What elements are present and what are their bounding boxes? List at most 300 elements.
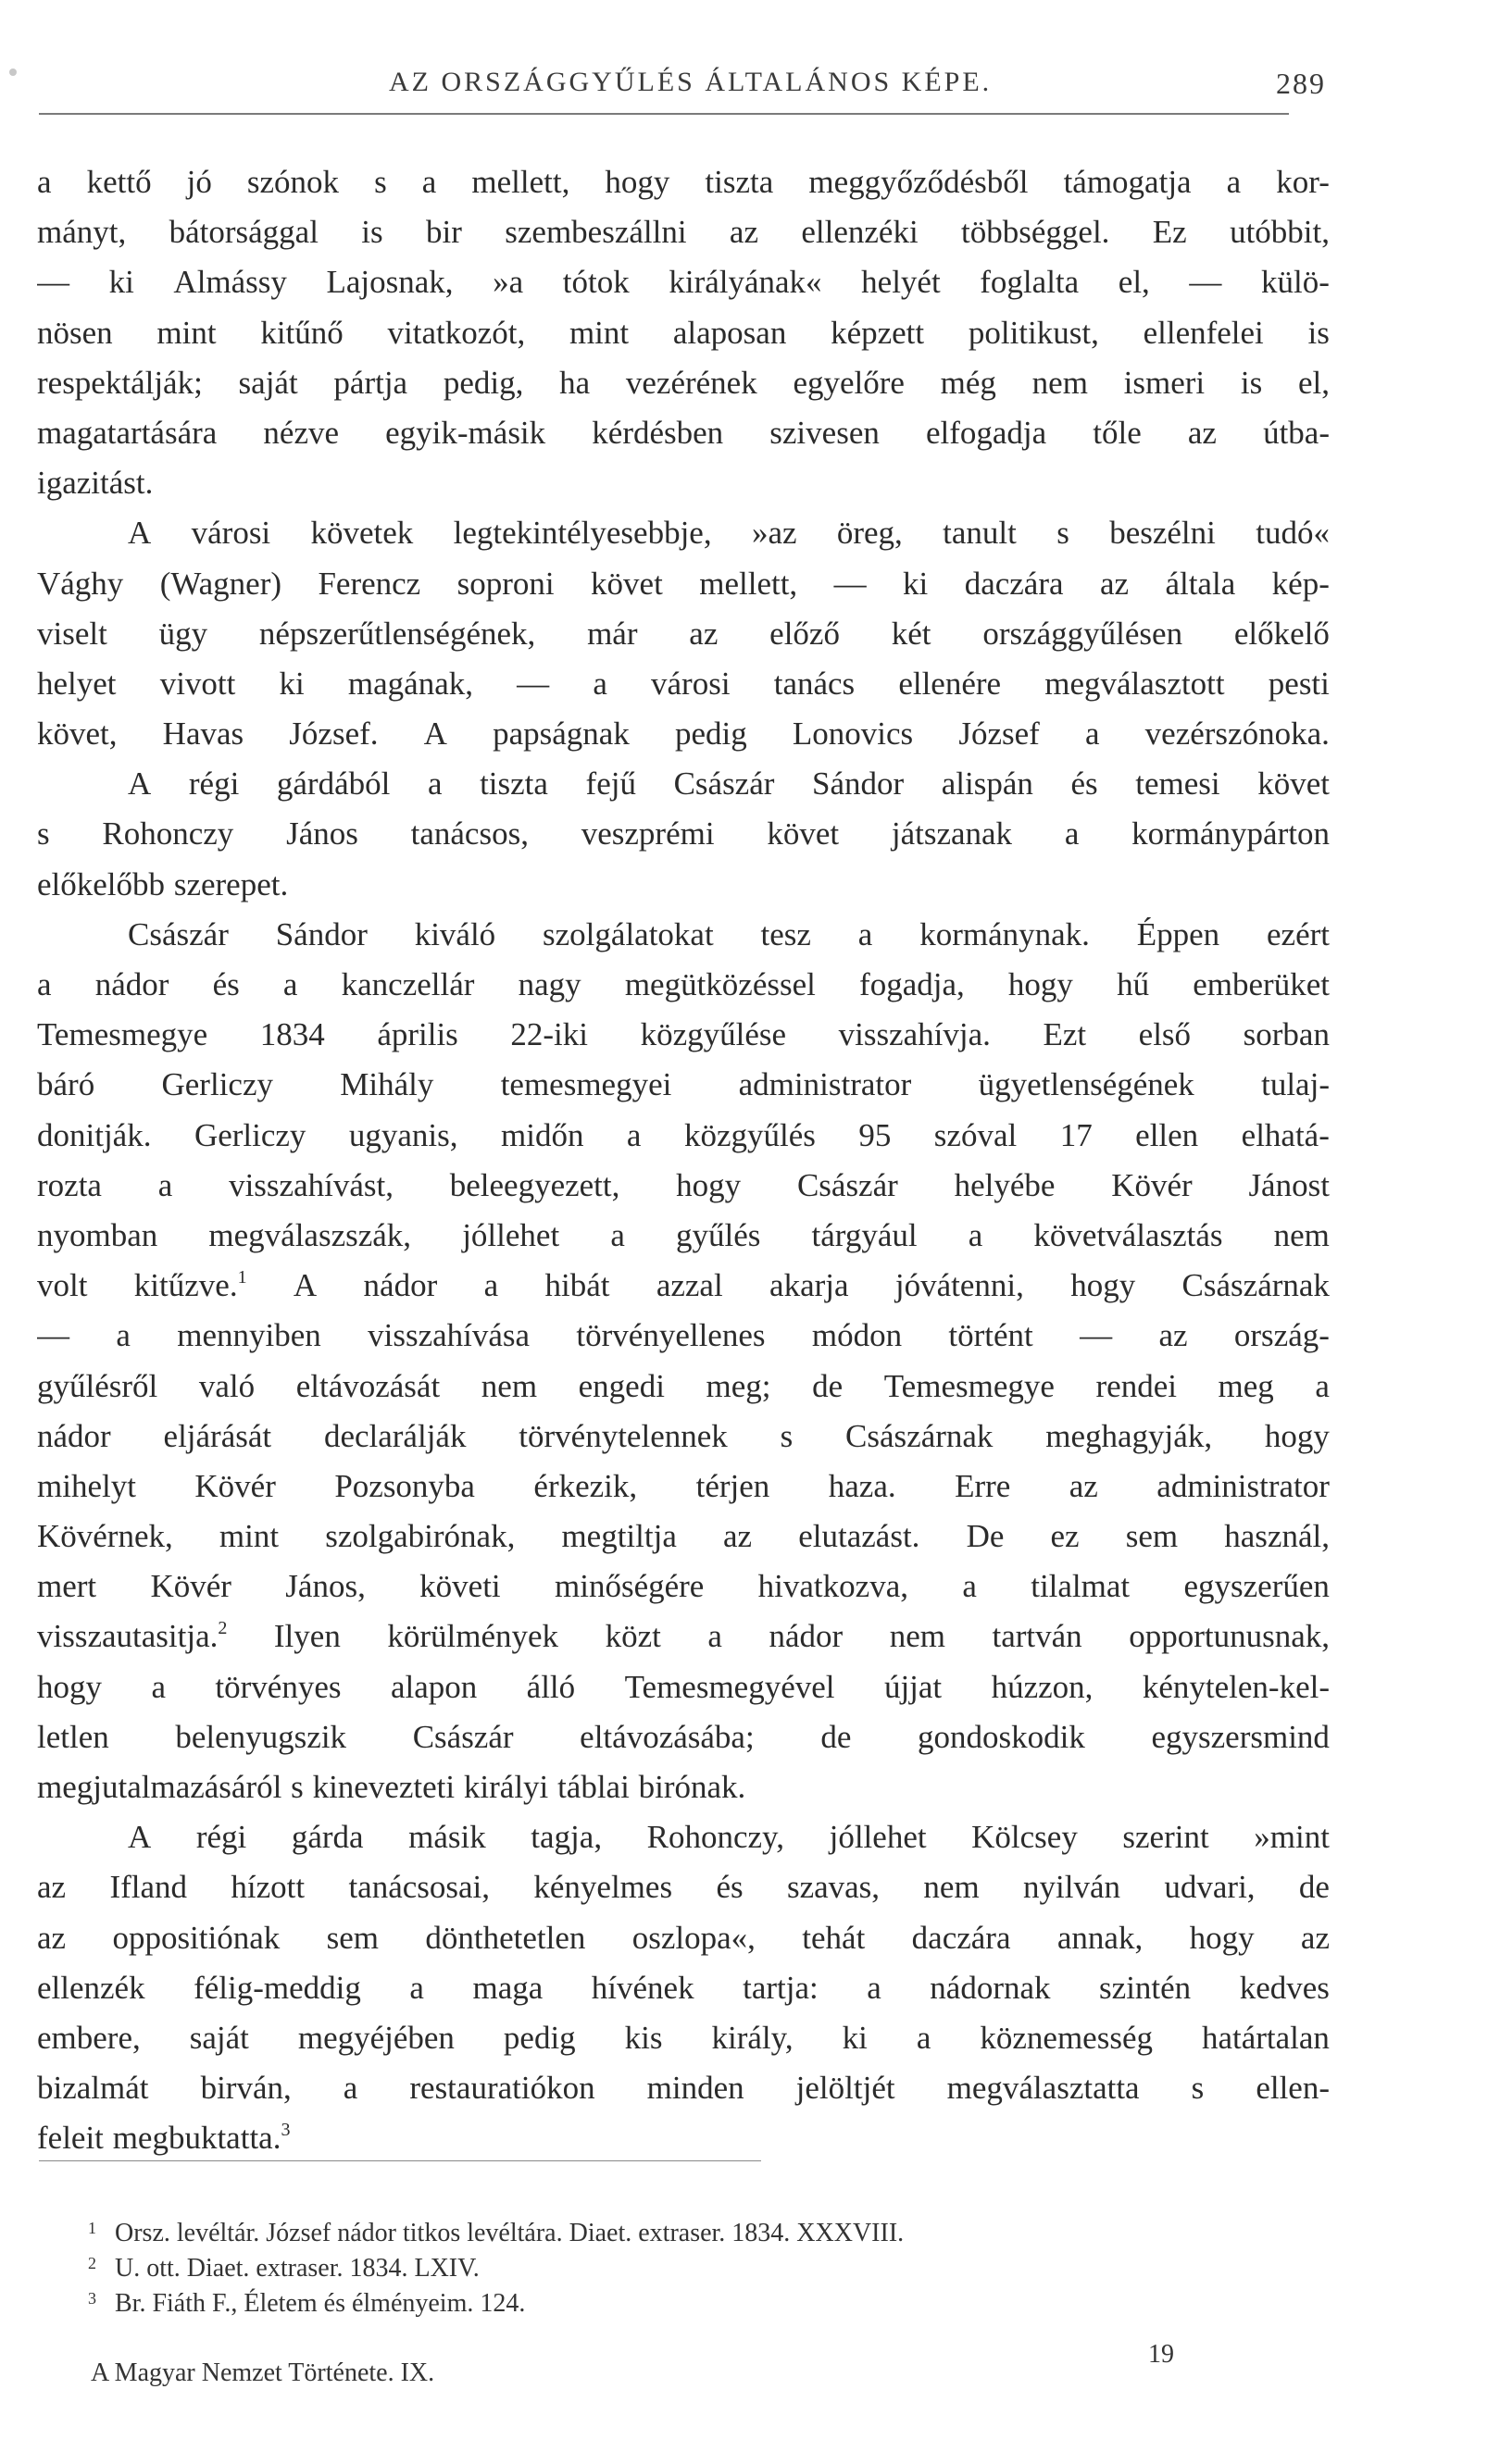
word: a (37, 966, 52, 1002)
word: tárgyául (811, 1216, 918, 1253)
word: Ifland (109, 1869, 188, 1906)
word: egyelőre (793, 364, 905, 401)
word: a (857, 915, 873, 952)
word: sem (1125, 1518, 1179, 1555)
word: nádornak (930, 1969, 1051, 2006)
text-line (37, 910, 1330, 960)
word: foglalta (980, 264, 1080, 301)
word: eljárását (163, 1417, 272, 1454)
word: kis (624, 2019, 663, 2056)
word: az (723, 1518, 753, 1555)
word: akarja (769, 1267, 849, 1304)
footnotes (37, 2210, 1333, 2316)
word: belenyugszik (175, 1718, 347, 1755)
word: jóvátenni, (894, 1267, 1024, 1304)
word: Lajosnak, (326, 264, 454, 301)
word: Kövér (150, 1568, 231, 1605)
running-title: AZ ORSZÁGGYŰLÉS ÁLTALÁNOS KÉPE. (389, 67, 993, 97)
word: kitűnő (260, 314, 344, 351)
word: egyik-másik (385, 414, 546, 451)
word: és (212, 966, 240, 1002)
word: vivott (159, 665, 236, 702)
word: megütközéssel (624, 966, 816, 1002)
word: hízott (231, 1869, 306, 1906)
word: tudó« (1256, 515, 1330, 552)
word: fejű (585, 765, 636, 803)
word: hogy (37, 1668, 102, 1705)
word: Jánost (1248, 1166, 1330, 1203)
text-line (37, 1111, 1330, 1161)
page-footer (91, 2340, 1294, 2387)
word: többséggel. (961, 214, 1110, 251)
word: Éppen (1136, 915, 1220, 952)
word: Császár (128, 915, 229, 952)
word: »a (493, 264, 524, 301)
word: másik (408, 1819, 486, 1856)
text-line (37, 1512, 1330, 1562)
word: a (610, 1216, 625, 1253)
word: helyet (37, 665, 117, 702)
word: hívének (591, 1969, 694, 2006)
word: nádor (37, 1417, 111, 1454)
word: térjen (695, 1467, 770, 1504)
word: administrator (738, 1066, 912, 1103)
word: a (151, 1668, 166, 1705)
word: Vághy (37, 565, 124, 602)
text-line (37, 408, 1330, 458)
word: s (1056, 515, 1069, 552)
word: a (1084, 716, 1100, 753)
word: rozta (37, 1166, 102, 1203)
word: támogatja (1063, 164, 1192, 200)
word: — (37, 1317, 69, 1354)
word: kinevezteti (312, 1769, 456, 1805)
word: a (116, 1317, 131, 1354)
word: a (1226, 164, 1242, 200)
text-line (37, 1963, 1330, 2013)
word: újjat (883, 1668, 943, 1705)
word: hogy (1070, 1267, 1136, 1304)
word: szolgálatokat (543, 915, 714, 952)
text-line (37, 1261, 1330, 1311)
word: s (291, 1769, 304, 1805)
word: opportunusnak, (1129, 1618, 1330, 1655)
word: meg (1218, 1367, 1274, 1404)
word: megbuktatta.$^3$ (112, 2120, 291, 2157)
word: fogadja, (859, 966, 965, 1002)
word: az (1158, 1317, 1188, 1354)
word: el, (1297, 364, 1330, 401)
word: s (1191, 2070, 1205, 2107)
text-line (37, 1462, 1330, 1512)
word: jelöltjét (795, 2070, 895, 2107)
word: mányt, (37, 214, 127, 251)
word: 17 (1059, 1116, 1093, 1153)
footnote-marker: 2 (218, 1618, 228, 1639)
word: s (374, 164, 387, 200)
word: respektálják; (37, 364, 203, 401)
word: visszahívása (368, 1317, 531, 1354)
text-line (37, 659, 1330, 709)
word: Rohonczy, (646, 1819, 785, 1856)
word: tagja, (531, 1819, 603, 1856)
word: vitatkozót, (387, 314, 526, 351)
word: »az (751, 515, 797, 552)
word: nézve (263, 414, 340, 451)
word: utóbbit, (1230, 214, 1330, 251)
word: az (1187, 414, 1217, 451)
text-line (37, 609, 1330, 659)
word: minden (646, 2070, 744, 2107)
word: is (1240, 364, 1263, 401)
text-line (37, 257, 1330, 307)
word: alaposan (672, 314, 787, 351)
word: ki (279, 665, 305, 702)
text-line (37, 1412, 1330, 1462)
word: hogy (676, 1166, 742, 1203)
word: kiváló (414, 915, 496, 952)
word: Kölcsey (971, 1819, 1078, 1856)
word: az (1069, 1467, 1098, 1504)
word: megtiltja (561, 1518, 677, 1555)
word: is (1307, 314, 1330, 351)
word: még (940, 364, 996, 401)
word: is (361, 214, 383, 251)
word: előkelő (1233, 615, 1330, 652)
text-line (37, 1812, 1330, 1862)
word: elfogadja (925, 414, 1047, 451)
word: kor- (1276, 164, 1330, 200)
word: mellett, (699, 565, 798, 602)
text-line (37, 559, 1330, 609)
word: király, (711, 2019, 794, 2056)
word: kényelmes (533, 1869, 673, 1906)
word: városi (651, 665, 731, 702)
word: királyának« (669, 264, 822, 301)
word: temesi (1135, 765, 1220, 803)
word: de (1298, 1869, 1330, 1906)
word: ki (108, 264, 134, 301)
word: Császárnak (1181, 1267, 1330, 1304)
word: viselt (37, 615, 107, 652)
word: gárda (291, 1819, 364, 1856)
word: képzett (831, 314, 925, 351)
word: maga (472, 1969, 544, 2006)
text-line (37, 1060, 1330, 1110)
word: letlen (37, 1718, 109, 1755)
word: helyébe (954, 1166, 1056, 1203)
text-line (37, 1662, 1330, 1712)
word: első (1138, 1016, 1192, 1053)
word: királyi (463, 1769, 549, 1805)
word: minőségére (555, 1568, 705, 1605)
text-line (37, 759, 1330, 809)
word: egyszersmind (1151, 1718, 1330, 1755)
word: az (1300, 1919, 1330, 1956)
word: kormánypárton (1131, 815, 1330, 852)
word: a (1315, 1367, 1330, 1404)
word: a (343, 2070, 358, 2107)
word: április (377, 1016, 458, 1053)
word: a (409, 1969, 424, 2006)
word: bir (426, 214, 462, 251)
text-line (37, 1311, 1330, 1361)
word: Ez (1152, 214, 1187, 251)
word: szónok (246, 164, 340, 200)
word: nem (1031, 364, 1088, 401)
word: de (820, 1718, 852, 1755)
text-line (37, 358, 1330, 408)
word: János, (285, 1568, 366, 1605)
word: tanácsosai, (348, 1869, 491, 1906)
word: meggyőződésből (808, 164, 1029, 200)
word: két (891, 615, 931, 652)
word: A (128, 765, 152, 803)
word: az (729, 214, 758, 251)
word: nádor (769, 1618, 844, 1655)
word: Lonovics (792, 716, 914, 753)
word: a (593, 665, 607, 702)
word: Kövér (1111, 1166, 1193, 1203)
word: való (198, 1367, 256, 1404)
word: törvényes (215, 1668, 342, 1705)
word: hibát (544, 1267, 610, 1304)
footnote-number: 2 (88, 2254, 96, 2272)
word: tesz (760, 915, 811, 952)
word: papságnak (493, 716, 630, 753)
word: pártja (333, 364, 408, 401)
word: vezérszónoka. (1144, 716, 1330, 753)
word: sem (326, 1919, 380, 1956)
word: egyszerűen (1183, 1568, 1330, 1605)
word: húzzon, (991, 1668, 1094, 1705)
word: gárdából (276, 765, 391, 803)
text-line (37, 1612, 1330, 1661)
word: a (157, 1166, 173, 1203)
footnote-rule (39, 2160, 761, 2161)
word: nem (1273, 1216, 1330, 1253)
word: megyéjében (297, 2019, 455, 2056)
footnote-number: 3 (88, 2289, 96, 2308)
word: annak, (1056, 1919, 1144, 1956)
word: Kövér (194, 1467, 276, 1504)
word: országgyűlésen (982, 615, 1183, 652)
word: beszélni (1109, 515, 1216, 552)
word: hivatkozva, (757, 1568, 908, 1605)
footnote-text: U. ott. Diaet. extraser. 1834. LXIV. (115, 2254, 480, 2283)
word: alispán (941, 765, 1033, 803)
word: daczára (964, 565, 1064, 602)
word: hű (1117, 966, 1150, 1002)
word: kettő (86, 164, 152, 200)
word: Ilyen (273, 1618, 341, 1655)
word: az (37, 1869, 67, 1906)
text-line (37, 1362, 1330, 1412)
footnote-marker: 1 (237, 1267, 247, 1288)
word: azzal (656, 1267, 723, 1304)
word: udvari, (1164, 1869, 1256, 1906)
word: birván, (200, 2070, 292, 2107)
word: már (587, 615, 638, 652)
word: történt (948, 1317, 1033, 1354)
word: meghagyják, (1045, 1417, 1213, 1454)
word: vezérének (625, 364, 757, 401)
word: ha (559, 364, 591, 401)
word: törvényellenes (576, 1317, 766, 1354)
word: külö- (1260, 264, 1330, 301)
word: eltávozását (295, 1367, 441, 1404)
word: szerepet. (173, 865, 289, 902)
word: nem (481, 1367, 538, 1404)
word: határtalan (1201, 2019, 1330, 2056)
word: el, (1118, 264, 1150, 301)
word: ki (842, 2019, 868, 2056)
word: Mihály (340, 1066, 434, 1103)
word: rendei (1095, 1367, 1177, 1404)
word: és (1070, 765, 1098, 803)
word: tulaj- (1261, 1066, 1330, 1103)
word: szintén (1099, 1969, 1192, 2006)
word: útba- (1263, 414, 1330, 451)
word: igazitást. (37, 465, 154, 502)
word: saját (189, 2019, 249, 2056)
footnote-number: 1 (88, 2219, 96, 2237)
word: hogy (1189, 1919, 1255, 1956)
word: gondoskodik (917, 1718, 1085, 1755)
word: kedves (1239, 1969, 1330, 2006)
word: a (867, 1969, 881, 2006)
word: ellen (1135, 1116, 1199, 1153)
word: Havas (162, 716, 244, 753)
word: Sándor (812, 765, 905, 803)
word: donitják. (37, 1116, 152, 1153)
word: bátorsággal (169, 214, 319, 251)
word: Császár (796, 1166, 898, 1203)
word: a (707, 1618, 722, 1655)
word: ugyanis, (348, 1116, 458, 1153)
word: declarálják (323, 1417, 467, 1454)
word: magatartására (37, 414, 218, 451)
word: engedi (578, 1367, 665, 1404)
word: nádor (363, 1267, 438, 1304)
word: Császár (673, 765, 775, 803)
word: kérdésben (592, 414, 724, 451)
word: félig-meddig (194, 1969, 361, 2006)
word: megválasztatta (946, 2070, 1140, 2107)
word: gyűlés (676, 1216, 761, 1253)
word: Kövérnek, (37, 1518, 173, 1555)
word: A (293, 1267, 318, 1304)
word: haza. (828, 1467, 896, 1504)
word: köznemesség (980, 2019, 1153, 2056)
word: hogy (1007, 966, 1073, 1002)
page-number: 289 (1276, 67, 1326, 100)
word: régi (195, 1819, 247, 1856)
text-line (37, 1562, 1330, 1612)
word: ellenzéki (801, 214, 919, 251)
word: jó (186, 164, 212, 200)
word: nem (923, 1869, 980, 1906)
word: ügyetlenségének (978, 1066, 1194, 1103)
word: János (286, 815, 358, 852)
word: a (968, 1216, 983, 1253)
word: Temesmegyével (624, 1668, 835, 1705)
text-line (37, 2063, 1330, 2113)
text-line (37, 458, 1330, 508)
text-line (37, 809, 1330, 859)
word: politikust, (968, 314, 1099, 351)
word: a (626, 1116, 642, 1153)
word: Almássy (173, 264, 287, 301)
text-line (37, 860, 1330, 910)
word: visszautasitja.$^2$ (37, 1618, 228, 1655)
word: a (483, 1267, 499, 1304)
body-text (37, 157, 1330, 2164)
word: népszerűtlenségének, (258, 615, 536, 652)
word: oppositiónak (112, 1919, 281, 1956)
word: mennyiben (177, 1317, 321, 1354)
word: mihelyt (37, 1467, 136, 1504)
scan-mark (9, 68, 17, 76)
word: visszahívást, (229, 1166, 394, 1203)
word: temesmegyei (500, 1066, 672, 1103)
word: régi (188, 765, 240, 803)
word: tanács (773, 665, 856, 702)
text-line (37, 308, 1330, 358)
word: közt (605, 1618, 661, 1655)
word: eltávozásába; (580, 1718, 755, 1755)
word: Császár (412, 1718, 514, 1755)
word: tanácsos, (410, 815, 529, 852)
word: — (37, 264, 69, 301)
word: szolgabirónak, (325, 1518, 516, 1555)
word: A (128, 515, 152, 552)
word: Gerliczy (161, 1066, 273, 1103)
word: kénytelen-kel- (1142, 1668, 1330, 1705)
word: administrator (1156, 1467, 1330, 1504)
word: legtekintélyesebbje, (453, 515, 712, 552)
text-line (37, 1913, 1330, 1963)
word: József. (289, 716, 379, 753)
word: pesti (1268, 665, 1330, 702)
word: közgyűlése (640, 1016, 787, 1053)
word: kormánynak. (919, 915, 1090, 952)
word: restauratiókon (409, 2070, 595, 2107)
word: hogy (605, 164, 670, 200)
header-rule (39, 113, 1289, 115)
word: követ (1257, 765, 1330, 803)
word: előkelőbb (37, 865, 166, 902)
word: embere, (37, 2019, 141, 2056)
word: nyomban (37, 1216, 158, 1253)
word: meg; (706, 1367, 771, 1404)
word: Sándor (275, 915, 368, 952)
word: tiszta (705, 164, 774, 200)
word: saját (238, 364, 298, 401)
footnote-marker: 3 (281, 2120, 291, 2141)
word: körülmények (387, 1618, 559, 1655)
word: 95 (858, 1116, 892, 1153)
word: ez (1050, 1518, 1080, 1555)
word: dönthetetlen (425, 1919, 586, 1956)
word: daczára (911, 1919, 1011, 1956)
word: megválaszszák, (208, 1216, 412, 1253)
word: követ (591, 565, 663, 602)
text-line (37, 1211, 1330, 1261)
text-line (37, 1762, 1330, 1812)
word: gyűlésről (37, 1367, 158, 1404)
word: — (517, 665, 550, 702)
